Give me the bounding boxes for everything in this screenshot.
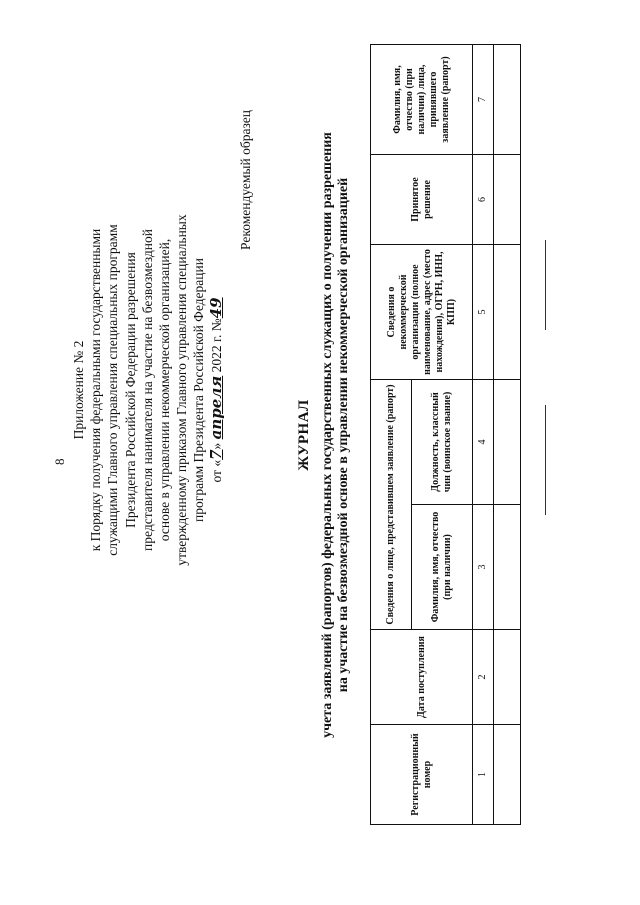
appendix-line: основе в управлении некоммерческой организацией, — [157, 238, 173, 542]
appendix-title: Приложение № 2 — [71, 340, 86, 440]
date-prefix: от « — [208, 459, 224, 483]
signature-rule-left — [545, 405, 546, 515]
table-empty-row — [494, 45, 521, 825]
date-number: 49 — [206, 297, 225, 319]
table-cell — [494, 155, 521, 245]
appendix-line: утвержденному приказом Главного управления специальных — [174, 214, 190, 566]
table-number-row — [473, 45, 494, 825]
date-month: апреля — [206, 375, 225, 440]
header-reg-number: Регистрационный номер — [371, 725, 473, 825]
page-number: 8 — [52, 458, 67, 465]
date-number-sign: № — [208, 318, 224, 332]
header-org-info: Сведения о некоммерческой организации (полное наименование, адрес (место нахождения), ОГРН, ИНН, КПП) — [371, 245, 473, 380]
column-number: 6 — [473, 155, 494, 245]
column-number: 3 — [473, 505, 494, 630]
table-cell — [494, 245, 521, 380]
recommended-sample-label: Рекомендуемый образец — [238, 109, 253, 250]
journal-subtitle-line: на участие на безвозмездной основе в управлении некоммерческой организацией — [336, 177, 351, 693]
appendix-line: программ Президента Российской Федерации — [191, 258, 207, 522]
table-cell — [494, 725, 521, 825]
journal-title-block — [296, 45, 352, 825]
table-cell — [494, 45, 521, 155]
date-mid: » — [208, 442, 224, 450]
appendix-line: представителя нанимателя на участие на безвозмездной — [139, 229, 155, 551]
header-person-name: Фамилия, имя, отчество (при наличии) — [412, 505, 473, 630]
column-number: 2 — [473, 630, 494, 725]
appendix-block — [70, 75, 225, 705]
date-day: 7 — [206, 449, 225, 460]
header-person-group: Сведения о лице, представившем заявление (рапорт) — [371, 380, 412, 630]
appendix-line: к Порядку получения федеральными государственными — [88, 228, 104, 552]
journal-table — [370, 44, 521, 825]
journal-subtitle-line: учета заявлений (рапортов) федеральных государственных служащих о получении разрешения — [320, 132, 335, 738]
appendix-date-line — [208, 75, 225, 705]
table-header-row — [371, 45, 412, 825]
header-date-received: Дата поступления — [371, 630, 473, 725]
header-decision: Принятое решение — [371, 155, 473, 245]
signature-rule-right — [545, 240, 546, 330]
table-cell — [494, 630, 521, 725]
column-number: 4 — [473, 380, 494, 505]
column-number: 5 — [473, 245, 494, 380]
journal-title: ЖУРНАЛ — [296, 399, 312, 471]
table-cell — [494, 505, 521, 630]
column-number: 7 — [473, 45, 494, 155]
column-number: 1 — [473, 725, 494, 825]
header-receiver: Фамилия, имя, отчество (при наличии) лица, принявшего заявление (рапорт) — [371, 45, 473, 155]
table-cell — [494, 380, 521, 505]
date-year: 2022 г. — [208, 334, 224, 373]
appendix-line: служащими Главного управления специальных программ — [105, 224, 121, 556]
header-person-position: Должность, классный чин (воинское звание) — [412, 380, 473, 505]
appendix-line: Президента Российской Федерации разрешения — [122, 252, 138, 528]
